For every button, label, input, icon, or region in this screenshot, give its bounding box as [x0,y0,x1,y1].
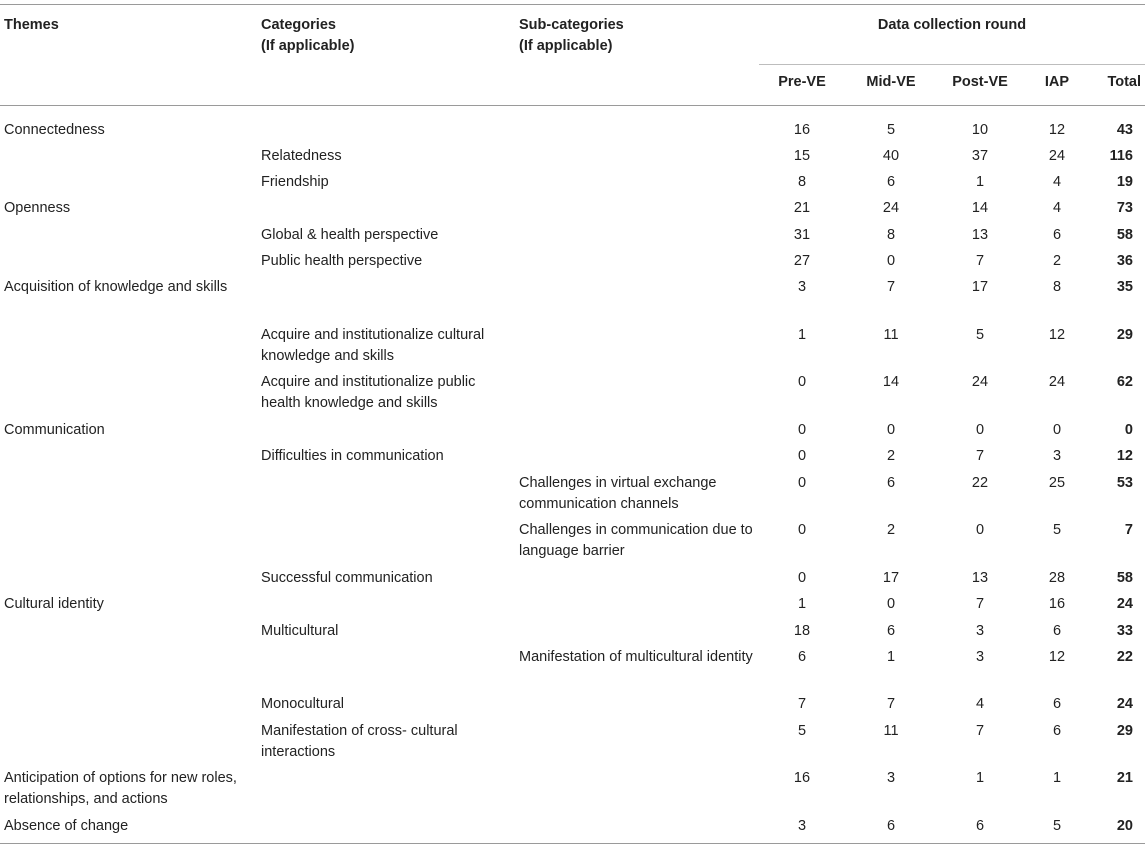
cell-theme [0,144,257,170]
cell-post-ve: 7 [975,253,985,270]
cell-post-ve: 1 [975,770,985,787]
cell-subcategory [515,592,759,618]
table-row [0,144,1145,170]
cell-post-ve: 24 [971,374,989,391]
cell-post-ve: 7 [975,448,985,465]
cell-mid-ve: 1 [886,648,896,665]
cell-mid-ve: 11 [883,722,899,739]
cell-post-ve: 3 [975,648,985,665]
cell-category: Public health perspective [261,253,423,270]
cell-subcategory: Challenges in virtual exchange communication channels [519,474,717,512]
cell-post-ve: 7 [975,596,985,613]
cell-subcategory [515,144,759,170]
cell-category [257,766,515,814]
header-iap: IAP [1023,65,1091,106]
cell-subcategory [515,719,759,767]
cell-mid-ve: 2 [886,448,896,465]
cell-subcategory [515,566,759,592]
cell-total: 35 [1116,279,1133,296]
cell-subcategory [515,814,759,844]
table-row [0,719,1145,767]
table-row [0,249,1145,275]
cell-pre-ve: 15 [793,147,811,164]
cell-subcategory [515,692,759,718]
header-themes: Themes [0,5,257,106]
cell-total: 58 [1116,569,1133,586]
cell-category [257,106,515,144]
cell-category: Successful communication [261,569,433,586]
cell-pre-ve: 16 [793,122,811,138]
cell-theme [0,692,257,718]
cell-theme: Anticipation of options for new roles, relationships, and actions [4,770,237,808]
cell-iap: 0 [1052,421,1062,438]
table-row [0,645,1145,693]
cell-theme [0,370,257,418]
cell-total: 7 [1124,522,1133,539]
cell-post-ve: 37 [971,147,989,164]
cell-theme [0,566,257,592]
cell-theme [0,518,257,566]
table-row [0,814,1145,844]
cell-pre-ve: 27 [793,253,811,270]
cell-total: 29 [1116,722,1133,739]
cell-category: Multicultural [261,622,339,639]
cell-mid-ve: 7 [886,696,896,713]
cell-post-ve: 6 [937,814,1023,844]
cell-mid-ve: 11 [883,326,899,343]
cell-subcategory [515,170,759,196]
cell-subcategory [515,444,759,470]
cell-category [257,418,515,444]
cell-mid-ve: 6 [886,173,896,190]
table-row [0,170,1145,196]
header-subcategories: Sub-categories (If applicable) [515,5,759,106]
cell-post-ve: 14 [971,200,989,217]
cell-pre-ve: 7 [797,696,807,713]
cell-total: 22 [1116,648,1133,665]
cell-total: 12 [1116,448,1133,465]
cell-total: 73 [1116,200,1133,217]
table-body [0,106,1145,844]
cell-post-ve: 3 [975,622,985,639]
cell-post-ve: 1 [975,173,985,190]
cell-pre-ve: 18 [793,622,811,639]
cell-total: 20 [1091,814,1145,844]
header-categories: Categories (If applicable) [257,5,515,106]
cell-pre-ve: 6 [797,648,807,665]
cell-total: 24 [1116,696,1133,713]
cell-post-ve: 22 [971,474,989,491]
cell-subcategory [515,275,759,323]
table-row [0,766,1145,814]
cell-iap: 24 [1048,147,1066,164]
cell-theme: Absence of change [0,814,257,844]
cell-theme [0,323,257,371]
cell-mid-ve: 0 [886,596,896,613]
cell-total: 53 [1116,474,1133,491]
cell-post-ve: 5 [975,326,985,343]
header-data-collection-round: Data collection round [759,5,1145,65]
table-row [0,370,1145,418]
table-row [0,619,1145,645]
cell-iap: 12 [1048,326,1066,343]
cell-post-ve: 17 [971,279,989,296]
cell-category [257,471,515,519]
cell-post-ve: 0 [975,522,985,539]
cell-pre-ve: 3 [797,279,807,296]
cell-category [257,518,515,566]
cell-iap: 6 [1052,722,1062,739]
cell-post-ve: 10 [971,122,989,138]
cell-pre-ve: 0 [797,374,807,391]
cell-category [257,645,515,693]
cell-theme: Acquisition of knowledge and skills [4,279,228,296]
themes-table [0,4,1145,844]
cell-theme [0,249,257,275]
cell-mid-ve: 14 [882,374,900,391]
cell-mid-ve: 17 [882,569,900,586]
cell-theme [0,170,257,196]
cell-subcategory [515,106,759,144]
cell-category: Global & health perspective [261,226,439,243]
cell-category: Relatedness [261,147,342,164]
header-total: Total [1091,65,1145,106]
cell-iap: 3 [1052,448,1062,465]
cell-total: 19 [1116,173,1133,190]
cell-theme [0,645,257,693]
cell-iap: 24 [1048,374,1066,391]
table-row [0,418,1145,444]
cell-iap: 28 [1048,569,1066,586]
cell-mid-ve: 3 [886,770,896,787]
cell-pre-ve: 1 [797,326,807,343]
cell-pre-ve: 0 [797,522,807,539]
cell-pre-ve: 16 [793,770,811,787]
table-row [0,518,1145,566]
cell-post-ve: 13 [971,569,989,586]
table-header [0,5,1145,106]
table-row [0,692,1145,718]
header-post-ve: Post-VE [937,65,1023,106]
table-row [0,106,1145,144]
cell-category: Manifestation of cross- cultural interactions [261,722,458,760]
cell-category [257,592,515,618]
cell-subcategory [515,418,759,444]
cell-total: 43 [1116,122,1133,138]
cell-mid-ve: 6 [886,474,896,491]
cell-total: 24 [1116,596,1133,613]
cell-theme: Openness [4,200,71,217]
cell-mid-ve: 8 [886,226,896,243]
cell-mid-ve: 2 [886,522,896,539]
cell-mid-ve: 7 [886,279,896,296]
cell-category [257,275,515,323]
header-mid-ve: Mid-VE [845,65,937,106]
cell-iap: 4 [1052,173,1062,190]
table-row [0,444,1145,470]
cell-subcategory [515,323,759,371]
table-row [0,275,1145,323]
cell-pre-ve: 3 [759,814,845,844]
cell-category [257,196,515,222]
cell-theme [0,444,257,470]
table-row [0,566,1145,592]
table-row [0,592,1145,618]
cell-category: Acquire and institutionalize cultural knowledge and skills [261,326,485,364]
cell-total: 116 [1109,147,1133,164]
cell-mid-ve: 40 [882,147,900,164]
cell-pre-ve: 0 [797,569,807,586]
cell-category: Difficulties in communication [261,448,444,465]
cell-post-ve: 0 [975,421,985,438]
cell-mid-ve: 6 [886,622,896,639]
cell-post-ve: 7 [975,722,985,739]
cell-mid-ve: 0 [886,253,896,270]
cell-iap: 16 [1048,596,1066,613]
cell-total: 62 [1116,374,1133,391]
cell-iap: 25 [1048,474,1066,491]
cell-mid-ve: 6 [845,814,937,844]
cell-category [257,814,515,844]
cell-iap: 6 [1052,696,1062,713]
table-row [0,223,1145,249]
cell-mid-ve: 0 [886,421,896,438]
cell-subcategory [515,370,759,418]
cell-pre-ve: 0 [797,421,807,438]
cell-theme: Connectedness [4,122,105,138]
cell-iap: 12 [1048,648,1066,665]
cell-category: Monocultural [261,696,345,713]
cell-iap: 6 [1052,226,1062,243]
cell-theme [0,719,257,767]
cell-pre-ve: 8 [797,173,807,190]
cell-iap: 12 [1048,122,1066,138]
cell-iap: 6 [1052,622,1062,639]
cell-subcategory [515,196,759,222]
header-pre-ve: Pre-VE [759,65,845,106]
cell-subcategory: Manifestation of multicultural identity [519,648,753,665]
cell-total: 33 [1116,622,1133,639]
cell-subcategory [515,223,759,249]
cell-iap: 4 [1052,200,1062,217]
table-row [0,196,1145,222]
cell-theme [0,619,257,645]
cell-total: 0 [1124,421,1133,438]
cell-category: Friendship [261,173,329,190]
cell-subcategory: Challenges in communication due to language barrier [519,522,753,560]
cell-subcategory [515,619,759,645]
table-row [0,471,1145,519]
cell-iap: 1 [1052,770,1062,787]
cell-pre-ve: 31 [793,226,811,243]
cell-subcategory [515,249,759,275]
cell-pre-ve: 0 [797,448,807,465]
cell-pre-ve: 1 [797,596,807,613]
cell-post-ve: 13 [971,226,989,243]
cell-theme [0,471,257,519]
cell-mid-ve: 24 [882,200,900,217]
cell-pre-ve: 21 [793,200,811,217]
cell-pre-ve: 0 [797,474,807,491]
cell-total: 21 [1116,770,1133,787]
cell-iap: 5 [1023,814,1091,844]
cell-iap: 5 [1052,522,1062,539]
cell-theme [0,223,257,249]
cell-iap: 8 [1052,279,1062,296]
cell-post-ve: 4 [975,696,985,713]
cell-category: Acquire and institutionalize public health knowledge and skills [261,374,476,412]
cell-iap: 2 [1052,253,1062,270]
cell-theme: Cultural identity [4,596,104,613]
cell-theme: Communication [4,421,105,438]
cell-total: 29 [1116,326,1133,343]
cell-mid-ve: 5 [886,122,896,138]
table-row [0,323,1145,371]
cell-pre-ve: 5 [797,722,807,739]
cell-subcategory [515,766,759,814]
cell-total: 36 [1116,253,1133,270]
cell-total: 58 [1116,226,1133,243]
